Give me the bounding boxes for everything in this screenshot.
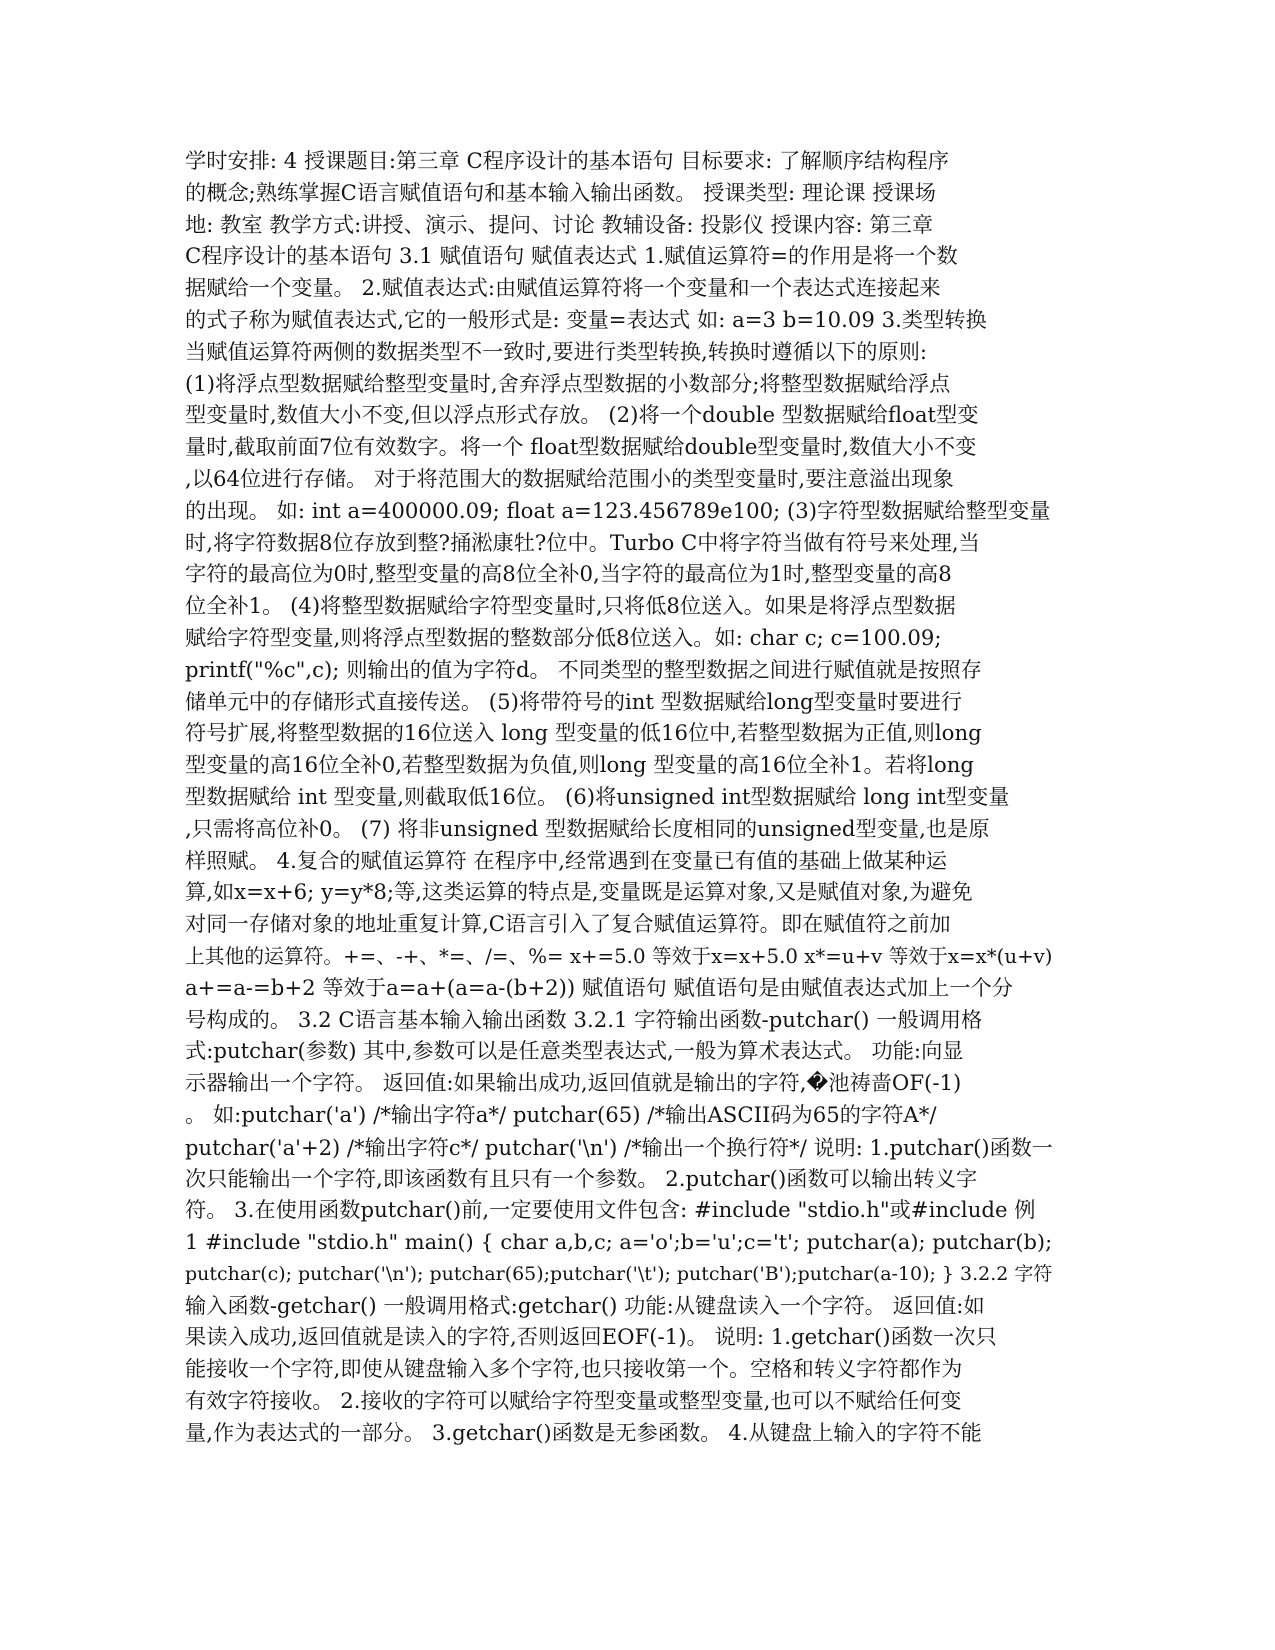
text-line: 对同一存储对象的地址重复计算,C语言引入了复合赋值运算符。即在赋值符之前加 (185, 912, 951, 938)
text-line: 次只能输出一个字符,即该函数有且只有一个参数。 2.putchar()函数可以输出转义字 (185, 1166, 978, 1192)
text-line: 1 #include "stdio.h" main() { char a,b,c; a='o';b='u';c='t'; putchar(a); putchar(b); (185, 1230, 1053, 1255)
text-line: 样照赋。 4.复合的赋值运算符 在程序中,经常遇到在变量已有值的基础上做某种运 (185, 848, 947, 874)
text-line: putchar(c); putchar('\n'); putchar(65);putchar('\t'); putchar('B');putchar(a-10); } 3.2.2 字符 (185, 1262, 1053, 1285)
text-line: 位全补1。 (4)将整型数据赋给字符型变量时,只将低8位送入。如果是将浮点型数据 (185, 594, 956, 620)
text-line: 赋给字符型变量,则将浮点型数据的整数部分低8位送入。如: char c; c=100.09; (185, 625, 942, 651)
text-line: 时,将字符数据8位存放到整?捅淞康牡?位中。Turbo C中将字符当做有符号来处理,当 (185, 530, 980, 556)
text-line: printf("%c",c); 则输出的值为字符d。 不同类型的整型数据之间进行赋值就是按照存 (185, 657, 982, 683)
text-line: 量时,截取前面7位有效数字。将一个 float型数据赋给double型变量时,数值大小不变 (185, 435, 977, 461)
text-line: 果读入成功,返回值就是读入的字符,否则返回EOF(-1)。 说明: 1.getchar()函数一次只 (185, 1325, 997, 1351)
body-text (185, 146, 1085, 1450)
text-line: ,以64位进行存储。 对于将范围大的数据赋给范围小的类型变量时,要注意溢出现象 (185, 466, 954, 492)
text-line: 输入函数-getchar() 一般调用格式:getchar() 功能:从键盘读入一个字符。 返回值:如 (185, 1293, 985, 1319)
text-line: 的出现。 如: int a=400000.09; float a=123.456789e100; (3)字符型数据赋给整型变量 (185, 498, 1051, 524)
text-line: 当赋值运算符两侧的数据类型不一致时,要进行类型转换,转换时遵循以下的原则: (185, 339, 928, 365)
text-line: 的概念;熟练掌握C语言赋值语句和基本输入输出函数。 授课类型: 理论课 授课场 (185, 180, 936, 206)
text-line: C程序设计的基本语句 3.1 赋值语句 赋值表达式 1.赋值运算符=的作用是将一个数 (185, 244, 958, 270)
text-line: 的式子称为赋值表达式,它的一般形式是: 变量=表达式 如: a=3 b=10.09 3.类型转换 (185, 307, 987, 333)
text-line: putchar('a'+2) /*输出字符c*/ putchar('\n') /*输出一个换行符*/ 说明: 1.putchar()函数一 (185, 1134, 1053, 1160)
text-line: 式:putchar(参数) 其中,参数可以是任意类型表达式,一般为算术表达式。 功能:向显 (185, 1039, 964, 1065)
text-line: 字符的最高位为0时,整型变量的高8位全补0,当字符的最高位为1时,整型变量的高8 (185, 562, 952, 588)
text-line: 型变量的高16位全补0,若整型数据为负值,则long 型变量的高16位全补1。若将long (185, 753, 974, 779)
text-line: 量,作为表达式的一部分。 3.getchar()函数是无参函数。 4.从键盘上输入的字符不能 (185, 1420, 982, 1446)
text-line: 示器输出一个字符。 返回值:如果输出成功,返回值就是输出的字符,�池祷啬OF(-1) (185, 1071, 962, 1097)
text-line: (1)将浮点型数据赋给整型变量时,舍弃浮点型数据的小数部分;将整型数据赋给浮点 (185, 371, 951, 397)
text-line: 型数据赋给 int 型变量,则截取低16位。 (6)将unsigned int型数据赋给 long int型变量 (185, 784, 1010, 810)
text-line: 有效字符接收。 2.接收的字符可以赋给字符型变量或整型变量,也可以不赋给任何变 (185, 1389, 962, 1415)
text-line: 型变量时,数值大小不变,但以浮点形式存放。 (2)将一个double 型数据赋给float型变 (185, 403, 979, 429)
text-line: 储单元中的存储形式直接传送。 (5)将带符号的int 型数据赋给long型变量时要进行 (185, 689, 963, 715)
text-line: 地: 教室 教学方式:讲授、演示、提问、讨论 教辅设备: 投影仪 授课内容: 第三章 (185, 212, 934, 238)
text-line: 算,如x=x+6; y=y*8;等,这类运算的特点是,变量既是运算对象,又是赋值对象,为避免 (185, 880, 973, 906)
text-line: a+=a-=b+2 等效于a=a+(a=a-(b+2)) 赋值语句 赋值语句是由赋值表达式加上一个分 (185, 975, 1014, 1001)
text-line: 号构成的。 3.2 C语言基本输入输出函数 3.2.1 字符输出函数-putchar() 一般调用格 (185, 1007, 983, 1033)
text-line: ,只需将高位补0。 (7) 将非unsigned 型数据赋给长度相同的unsigned型变量,也是原 (185, 816, 990, 842)
text-line: 符号扩展,将整型数据的16位送入 long 型变量的低16位中,若整型数据为正值,则long (185, 721, 982, 747)
text-line: 能接收一个字符,即使从键盘输入多个字符,也只接收第一个。空格和转义字符都作为 (185, 1357, 963, 1383)
text-line: 学时安排: 4 授课题目:第三章 C程序设计的基本语句 目标要求: 了解顺序结构程序 (185, 149, 949, 174)
text-line: 。 如:putchar('a') /*输出字符a*/ putchar(65) /*输出ASCII码为65的字符A*/ (185, 1102, 937, 1128)
text-line: 据赋给一个变量。 2.赋值表达式:由赋值运算符将一个变量和一个表达式连接起来 (185, 276, 941, 302)
text-line: 上其他的运算符。+=、-+、*=、/=、%= x+=5.0 等效于x=x+5.0 x*=u+v 等效于x=x*(u+v) (185, 944, 1053, 968)
text-line: 符。 3.在使用函数putchar()前,一定要使用文件包含: #include "stdio.h"或#include 例 (185, 1198, 1036, 1224)
